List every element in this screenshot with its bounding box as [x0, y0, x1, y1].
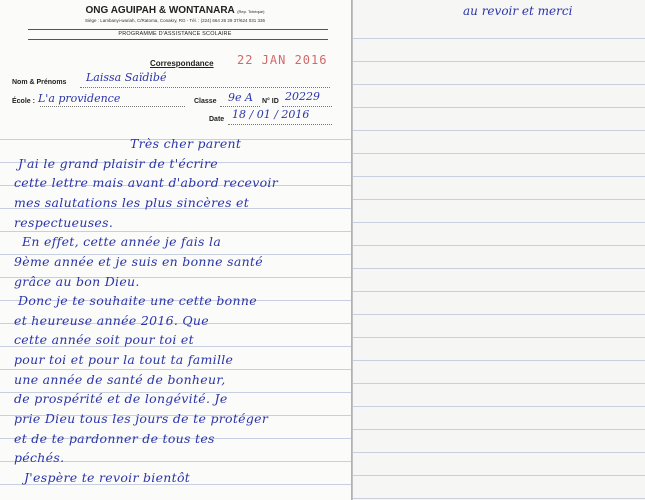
id-line — [282, 105, 332, 107]
date-line — [228, 123, 332, 125]
letter-line: une année de santé de bonheur, — [14, 371, 226, 387]
letter-line: grâce au bon Dieu. — [14, 273, 140, 289]
organization-registration: (Rep. Tchèque) — [237, 9, 265, 14]
organization-name — [70, 5, 280, 16]
divider — [28, 29, 328, 30]
school-value: L'a providence — [38, 92, 121, 105]
divider — [28, 39, 328, 40]
letter-line: J'espère te revoir bientôt — [24, 470, 191, 485]
letter-line: et heureuse année 2016. Que — [14, 312, 209, 328]
class-line — [220, 105, 260, 107]
letter-line: Donc je te souhaite une cette bonne — [18, 293, 257, 309]
letter-line: péchés. — [14, 450, 65, 466]
class-value: 9e A — [228, 91, 253, 104]
letter-line: respectueuses. — [14, 214, 114, 230]
letter-line: prie Dieu tous les jours de te protéger — [14, 411, 269, 427]
letter-line: cette année soit pour toi et — [14, 332, 194, 348]
letter-line: Très cher parent — [130, 136, 242, 151]
date-label: Date — [209, 116, 225, 123]
program-title: PROGRAMME D'ASSISTANCE SCOLAIRE — [118, 31, 232, 37]
form-title: Correspondance — [150, 59, 214, 68]
name-label: Nom & Prénoms — [12, 79, 67, 86]
organization-title: ONG AGUIPAH & WONTANARA — [85, 5, 235, 16]
letter-line: mes salutations les plus sincères et — [14, 194, 250, 210]
id-value: 20229 — [285, 90, 320, 103]
date-value: 18 / 01 / 2016 — [232, 108, 310, 121]
school-label: École : — [12, 98, 35, 105]
letter-line: 9ème année et je suis en bonne santé — [14, 253, 263, 269]
closing-note: au revoir et merci — [463, 4, 573, 18]
letter-line: En effet, cette année je fais la — [22, 234, 222, 250]
name-value: Laissa Saïdibé — [86, 71, 167, 84]
letter-line: cette lettre mais avant d'abord recevoir — [14, 175, 279, 191]
letter-line: de prospérité et de longévité. Je — [14, 391, 228, 407]
letter-line: pour toi et pour la tout ta famille — [14, 352, 234, 368]
letter-line: et de te pardonner de tous tes — [14, 430, 215, 446]
class-label: Classe — [194, 98, 217, 105]
name-line — [80, 86, 330, 88]
school-line — [40, 105, 185, 107]
id-label: N° ID — [262, 98, 279, 105]
letter-line: J'ai le grand plaisir de t'écrire — [18, 155, 218, 171]
organization-address: Siège : Lambanyi-wariah, C/Ratoma, Conakry, RG - Tél. : (224) 664 26 29 37/624 031 336 — [85, 18, 265, 23]
blank-page — [353, 0, 645, 500]
date-stamp: 22 JAN 2016 — [237, 53, 328, 67]
